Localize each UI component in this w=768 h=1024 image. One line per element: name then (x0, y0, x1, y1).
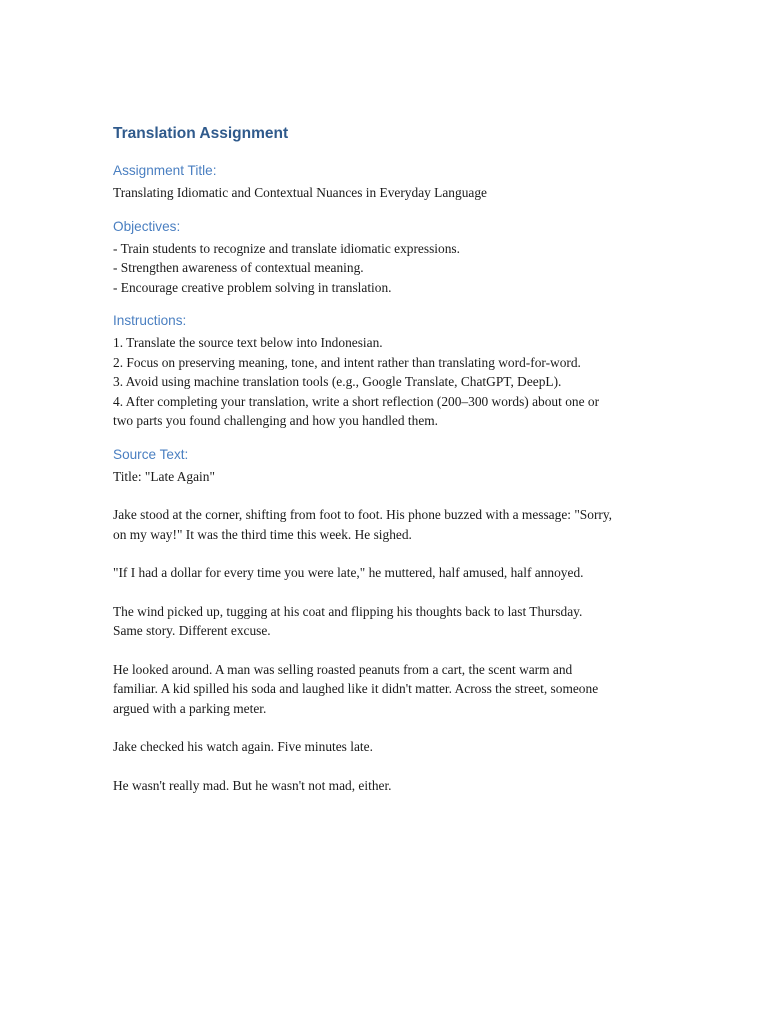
story-paragraph (113, 737, 673, 757)
objectives-heading: Objectives: (113, 218, 181, 234)
objective-item: - Strengthen awareness of contextual meaning. (113, 260, 364, 275)
instruction-line: 2. Focus on preserving meaning, tone, and intent rather than translating word-for-word. (113, 354, 581, 370)
source-text-heading: Source Text: (113, 446, 189, 462)
instruction-line: two parts you found challenging and how you handled them. (113, 413, 439, 428)
document-page (113, 124, 673, 814)
story-line: He wasn't really mad. But he wasn't not mad, either. (113, 777, 392, 793)
instructions-heading: Instructions: (113, 313, 187, 328)
story-line: Jake stood at the corner, shifting from foot to foot. His phone buzzed with a message: "Sorry, (113, 507, 613, 522)
instruction-line: 3. Avoid using machine translation tools (e.g., Google Translate, ChatGPT, DeepL). (113, 374, 562, 389)
story-line: Jake checked his watch again. Five minutes late. (113, 739, 373, 754)
objective-item: - Train students to recognize and translate idiomatic expressions. (113, 240, 460, 256)
objectives-section (113, 217, 673, 298)
story-line: Same story. Different excuse. (113, 623, 271, 638)
story-paragraph (113, 660, 673, 719)
assignment-section (113, 161, 673, 203)
story-paragraph (113, 602, 673, 641)
assignment-title-text: Translating Idiomatic and Contextual Nuances in Everyday Language (113, 185, 487, 200)
story-title-line: Title: "Late Again" (113, 468, 215, 484)
story-line: argued with a parking meter. (113, 700, 267, 716)
instructions-section (113, 311, 673, 431)
assignment-heading: Assignment Title: (113, 163, 217, 178)
story-paragraph (113, 776, 673, 796)
story-line: familiar. A kid spilled his soda and laughed like it didn't matter. Across the street, someone (113, 681, 599, 696)
instruction-line: 4. After completing your translation, write a short reflection (200–300 words) about one or (113, 393, 600, 409)
story-line: "If I had a dollar for every time you were late," he muttered, half amused, half annoyed. (113, 565, 584, 580)
source-text-section (113, 445, 673, 796)
instruction-line: 1. Translate the source text below into Indonesian. (113, 335, 383, 350)
story-paragraph (113, 563, 673, 583)
document-title: Translation Assignment (113, 125, 289, 142)
story-line: on my way!" It was the third time this week. He sighed. (113, 526, 412, 542)
story-line: He looked around. A man was selling roasted peanuts from a cart, the scent warm and (113, 661, 573, 677)
story-line: The wind picked up, tugging at his coat and flipping his thoughts back to last Thursday. (113, 603, 583, 619)
objective-item: - Encourage creative problem solving in translation. (113, 279, 392, 295)
story-paragraph (113, 505, 673, 544)
story-title (113, 467, 673, 487)
